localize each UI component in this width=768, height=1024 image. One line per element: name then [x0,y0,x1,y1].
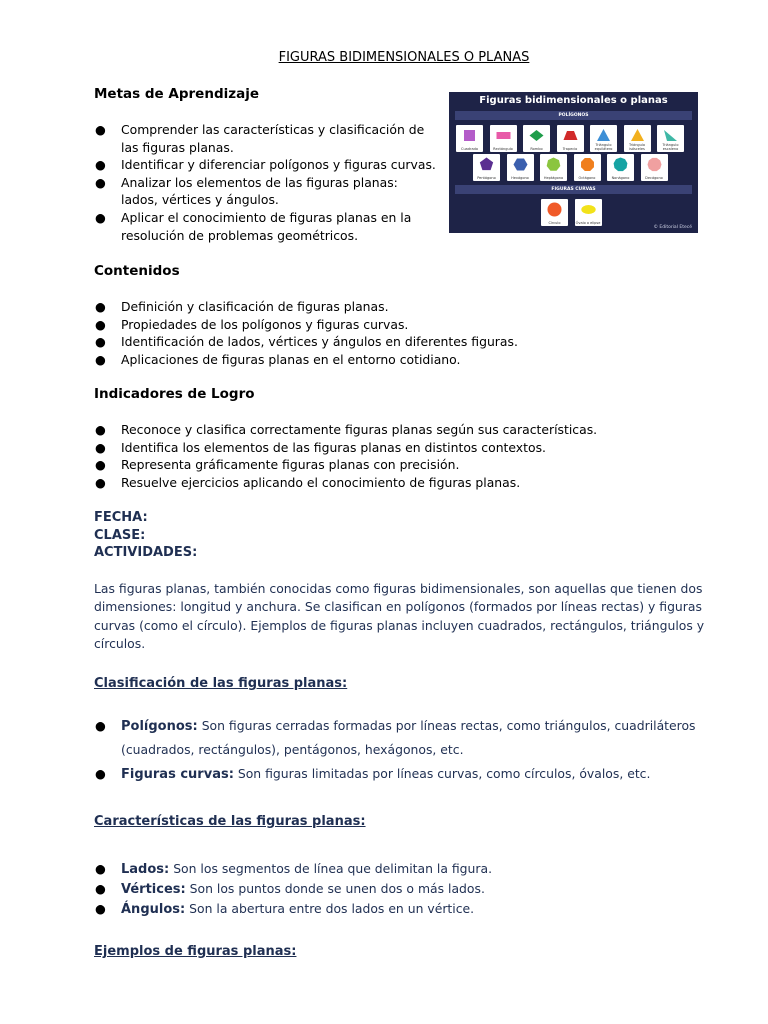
heptagon-card [540,154,567,181]
infographic-title: Figuras bidimensionales o planas [479,95,668,106]
shape-label: Triángulo isósceles [629,143,645,151]
caracteristica-term: Vértices: [121,882,186,898]
shape-label: Triángulo escaleno [662,143,679,151]
bullet: ● [95,351,106,367]
contenidos-item-text: Aplicaciones de figuras planas en el entorno cotidiano. [121,351,461,367]
caracteristica-desc: Son los puntos donde se unen dos o más lados. [189,881,485,897]
desc-poligonos: Son figuras cerradas formadas por líneas rectas, como triángulos, cuadriláteros [201,718,696,733]
decagon-card [641,154,668,181]
clase-label: CLASE: [94,527,146,543]
circle-icon [547,202,562,217]
meta-fields [94,509,197,562]
shape-label: Rombo [530,147,543,151]
bullet: ● [95,299,106,314]
shape-label: Pentágono [477,176,496,180]
hexagon-icon [513,157,528,172]
bullet: ● [95,334,106,350]
contenidos-item-text: Propiedades de los polígonos y figuras curvas. [121,316,409,332]
contenidos-heading: Contenidos [94,263,180,279]
shape-label: Rectángulo [493,147,513,151]
bullet: ● [95,157,106,173]
shape-label: Hexágono [511,176,529,180]
metas-item-text: lados, vértices y ángulos. [121,192,279,208]
clasificacion-heading: Clasificación de las figuras planas: [94,676,348,691]
indicadores-item-text: Reconoce y clasifica correctamente figuras planas según sus características. [121,422,598,437]
pentagon-icon [479,157,494,172]
metas-item-text: Aplicar el conocimiento de figuras planas en la [121,210,412,225]
metas-item-text: Analizar los elementos de las figuras planas: [121,174,398,190]
caracteristica-desc: Son los segmentos de línea que delimitan la figura. [173,861,493,876]
shape-label: Círculo [548,221,561,225]
bullet: ● [95,766,106,781]
bullet: ● [95,439,106,455]
rect-icon [496,128,511,143]
actividades-label: ACTIVIDADES: [94,545,198,561]
desc-poligonos-2: (cuadrados, rectángulos), pentágonos, hexágonos, etc. [121,742,464,757]
bullet: ● [95,210,106,225]
band-polygons: POLÍGONOS [455,111,692,120]
image-credit: © Editorial Etecé [653,225,692,230]
fecha-label: FECHA: [94,510,148,525]
triangle-icon [630,128,645,143]
decagon-icon [647,157,662,172]
nonagon-icon [613,157,628,172]
shape-label: Nonágono [611,176,630,180]
pentagon-card [473,154,500,181]
square-card [456,125,483,152]
term-curvas: Figuras curvas: [121,767,234,782]
scalene-card [657,125,684,152]
rhombus-icon [529,128,544,143]
bullet: ● [95,422,106,437]
contenidos-item-text: Definición y clasificación de figuras planas. [121,299,389,314]
trapezoid-icon [563,128,578,143]
rhombus-card [523,125,550,152]
trapezoid-card [557,125,584,152]
square-icon [462,128,477,143]
caracteristica-desc: Son la abertura entre dos lados en un vértice. [189,901,475,917]
octagon-card [574,154,601,181]
rect-card [490,125,517,152]
hexagon-card [507,154,534,181]
shape-label: Octágono [578,176,596,180]
triangle-card [624,125,651,152]
bullet: ● [95,457,106,473]
shape-label: Heptágono [543,176,564,180]
octagon-icon [580,157,595,172]
bullet: ● [95,174,106,190]
caracteristicas-heading: Características de las figuras planas: [94,814,366,829]
bullet: ● [95,474,106,490]
contenidos-item-text: Identificación de lados, vértices y ángulos en diferentes figuras. [121,334,518,350]
bullet: ● [95,881,106,897]
ellipse-icon [581,202,596,217]
shape-label: Decágono [645,176,663,180]
metas-item-text: las figuras planas. [121,139,234,155]
figures-infographic [449,92,698,233]
indicadores-heading: Indicadores de Logro [94,386,255,402]
ejemplos-heading: Ejemplos de figuras planas: [94,944,297,959]
caracteristica-term: Ángulos: [121,902,186,918]
bullet: ● [95,861,106,876]
caracteristica-term: Lados: [121,862,170,877]
indicadores-item-text: Representa gráficamente figuras planas con precisión. [121,457,460,473]
desc-curvas: Son figuras limitadas por líneas curvas, como círculos, óvalos, etc. [237,766,651,781]
metas-heading: Metas de Aprendizaje [94,86,259,102]
bullet: ● [95,718,106,733]
shape-label: Cuadrado [461,147,478,151]
term-poligonos: Polígonos: [121,719,198,734]
intro-paragraph: Las figuras planas, también conocidas como figuras bidimensionales, son aquellas que tienen dos dimensiones: longitud y anchura. Se clasifican en polígonos (formados por líneas rectas) y figuras curvas (como el círculo). Ejemplos de figuras planas incluyen cuadrados, rectángulos, triángulos y círculos. [94,581,705,652]
bullet: ● [95,316,106,332]
nonagon-card [607,154,634,181]
scalene-icon [663,128,678,143]
metas-item-text: Comprender las características y clasificación de [121,122,425,137]
shape-label: Trapecio [562,147,578,151]
indicadores-item-text: Identifica los elementos de las figuras planas en distintos contextos. [121,439,546,455]
metas-item-text: Identificar y diferenciar polígonos y figuras curvas. [121,157,436,173]
shape-label: Óvalo o elipse [575,221,601,225]
triangle-card [590,125,617,152]
heptagon-icon [546,157,561,172]
document-title: FIGURAS BIDIMENSIONALES O PLANAS [278,50,530,65]
metas-item-text: resolución de problemas geométricos. [121,227,359,243]
circle-card [541,199,568,226]
bullet: ● [95,901,106,917]
ellipse-card [575,199,602,226]
band-curves: FIGURAS CURVAS [455,185,692,194]
bullet: ● [95,122,106,137]
triangle-icon [596,128,611,143]
indicadores-item-text: Resuelve ejercicios aplicando el conocimiento de figuras planas. [121,474,521,490]
shape-label: Triángulo equilátero [594,143,613,151]
